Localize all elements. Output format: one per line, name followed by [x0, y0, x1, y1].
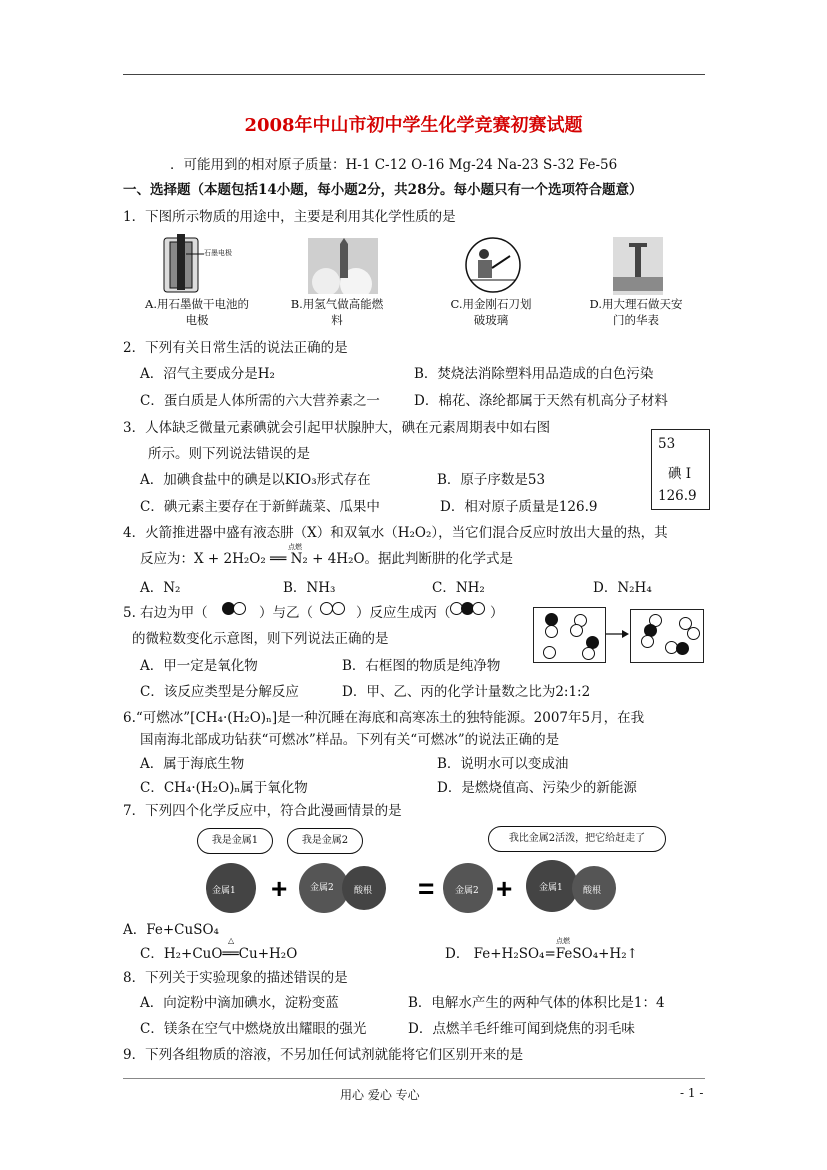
- periodic-table-cell: [651, 429, 710, 510]
- cartoon-metal1-right: 金属1: [539, 883, 563, 893]
- q5-option-b: B．右框图的物质是纯净物: [342, 658, 501, 674]
- atom: [687, 627, 700, 640]
- svg-text:=: =: [418, 873, 435, 904]
- q2-option-c: C．蛋白质是人体所需的六大营养素之一: [140, 393, 380, 409]
- footer-rule: [123, 1078, 705, 1079]
- q1-caption-a: A.用石墨做干电池的电极: [145, 297, 249, 327]
- reaction-before-box: [533, 607, 606, 663]
- atom: [570, 624, 583, 637]
- q6-stem-line2: 国南海北部成功钻获“可燃冰”样品。下列有关“可燃冰”的说法正确的是: [140, 732, 560, 748]
- cartoon-acid-right: 酸根: [583, 886, 602, 896]
- atom: [676, 642, 689, 655]
- reaction-arrow: [606, 628, 630, 640]
- atom: [582, 647, 595, 660]
- q7-option-c: C．H₂+CuO══Cu+H₂O: [140, 946, 298, 962]
- q6-option-c: C．CH₄·(H₂O)ₙ属于氧化物: [140, 780, 308, 796]
- atom: [641, 635, 654, 648]
- cartoon-acid-left: 酸根: [354, 886, 373, 896]
- q8-option-b: B．电解水产生的两种气体的体积比是1：4: [408, 995, 665, 1011]
- speech-bubble-metal2: 我是金属2: [287, 828, 363, 854]
- q8-option-c: C．镁条在空气中燃烧放出耀眼的强光: [140, 1021, 367, 1037]
- q4-option-d: D．N₂H₄: [593, 580, 652, 596]
- q5-stem-d: ）: [490, 605, 504, 621]
- cell-element-name: 碘 I: [668, 466, 692, 482]
- shuttle-image: [308, 238, 378, 294]
- q2-option-d: D．棉花、涤纶都属于天然有机高分子材料: [414, 393, 668, 409]
- q6-option-b: B．说明水可以变成油: [437, 756, 569, 772]
- q6-stem-line1: 6.“可燃冰”[CH₄·(H₂O)ₙ]是一种沉睡在海底和高寒冻土的独特能源。2007年5月，在我: [123, 710, 645, 726]
- molecule-bing-atom-3: [472, 602, 485, 615]
- q4-stem-line2: 反应为：X + 2H₂O₂ ══ N₂ + 4H₂O。据此判断肼的化学式是: [140, 551, 514, 567]
- q2-option-a: A．沼气主要成分是H₂: [140, 366, 275, 382]
- molecule-jia-light-atom: [233, 602, 246, 615]
- q8-stem: 8．下列关于实验现象的描述错误的是: [123, 970, 348, 986]
- page-number: - 1 -: [680, 1086, 704, 1100]
- q5-option-a: A．甲一定是氧化物: [140, 658, 258, 674]
- q4-condition: 点燃: [288, 543, 302, 551]
- q1-caption-b: B.用氢气做高能燃料: [290, 297, 384, 327]
- q5-stem-a: 5. 右边为甲（: [123, 605, 208, 621]
- battery-image: [160, 232, 240, 294]
- q4-option-a: A．N₂: [140, 580, 181, 596]
- cartoon-metal1-left: 金属1: [212, 886, 236, 896]
- cell-atomic-mass: 126.9: [658, 488, 697, 504]
- q7-option-a: A．Fe+CuSO₄: [123, 922, 219, 938]
- q5-option-d: D．甲、乙、丙的化学计量数之比为2:1:2: [342, 684, 591, 700]
- q7-option-d: D． Fe+H₂SO₄=FeSO₄+H₂↑: [445, 946, 638, 962]
- q3-option-d: D．相对原子质量是126.9: [440, 499, 598, 515]
- diamond-cutter-image: [462, 236, 524, 294]
- q2-stem: 2．下列有关日常生活的说法正确的是: [123, 340, 348, 356]
- q3-option-c: C．碘元素主要存在于新鲜蔬菜、瓜果中: [140, 499, 380, 515]
- q1-stem: 1．下图所示物质的用途中，主要是利用其化学性质的是: [123, 209, 456, 225]
- q6-option-a: A．属于海底生物: [140, 756, 245, 772]
- speech-bubble-metal1: 我是金属1: [197, 828, 273, 854]
- q8-option-d: D．点燃羊毛纤维可闻到烧焦的羽毛味: [408, 1021, 635, 1037]
- q7-option-c-condition: △: [228, 936, 235, 945]
- q7-stem: 7．下列四个化学反应中，符合此漫画情景的是: [123, 803, 402, 819]
- q3-stem-line1: 3．人体缺乏微量元素碘就会引起甲状腺肿大，碘在元素周期表中如右图: [123, 420, 551, 436]
- page-title: 2008年中山市初中学生化学竞赛初赛试题: [244, 115, 583, 136]
- atom: [543, 646, 556, 659]
- atom: [545, 625, 558, 638]
- graphite-label: 石墨电极: [204, 249, 232, 257]
- footer-motto: 用心 爱心 专心: [340, 1088, 420, 1102]
- section-heading: 一、选择题（本题包括14小题，每小题2分，共28分。每小题只有一个选项符合题意）: [123, 182, 643, 198]
- q3-option-b: B．原子序数是53: [437, 472, 546, 488]
- q9-stem: 9．下列各组物质的溶液，不另加任何试剂就能将它们区别开来的是: [123, 1047, 524, 1063]
- reaction-after-box: [630, 609, 704, 663]
- svg-text:+: +: [496, 873, 513, 904]
- cartoon-reaction-image: [196, 854, 676, 924]
- q6-option-d: D．是燃烧值高、污染少的新能源: [437, 780, 637, 796]
- q4-option-c: C．NH₂: [432, 580, 485, 596]
- q7-option-d-condition: 点燃: [556, 937, 570, 945]
- q4-stem-line1: 4．火箭推进器中盛有液态肼（X）和双氧水（H₂O₂），当它们混合反应时放出大量的热，其: [123, 525, 668, 541]
- q2-option-b: B．焚烧法消除塑料用品造成的白色污染: [414, 366, 654, 382]
- q5-stem-line2: 的微粒数变化示意图，则下列说法正确的是: [132, 631, 389, 647]
- q3-option-a: A．加碘食盐中的碘是以KIO₃形式存在: [140, 472, 371, 488]
- molecule-yi-atom-2: [332, 602, 345, 615]
- q4-option-b: B．NH₃: [283, 580, 336, 596]
- q1-caption-d: D.用大理石做天安门的华表: [589, 297, 683, 327]
- header-rule: [123, 74, 705, 75]
- cell-atomic-number: 53: [658, 436, 676, 452]
- q5-stem-c: ）反应生成丙（: [356, 605, 451, 621]
- cartoon-metal2-right: 金属2: [455, 886, 479, 896]
- cartoon-metal2-left: 金属2: [310, 883, 334, 893]
- q1-caption-c: C.用金刚石刀划破玻璃: [450, 297, 532, 327]
- huabiao-image: [613, 237, 663, 295]
- q3-stem-line2: 所示。则下列说法错误的是: [148, 446, 310, 462]
- svg-text:+: +: [271, 873, 288, 904]
- speech-bubble-metal1-wins: 我比金属2活泼，把它给赶走了: [488, 826, 666, 852]
- atomic-masses: ．可能用到的相对原子质量：H-1 C-12 O-16 Mg-24 Na-23 S-32 Fe-56: [170, 157, 618, 173]
- q5-stem-b: ）与乙（: [259, 605, 313, 621]
- q5-option-c: C．该反应类型是分解反应: [140, 684, 299, 700]
- q8-option-a: A．向淀粉中滴加碘水，淀粉变蓝: [140, 995, 339, 1011]
